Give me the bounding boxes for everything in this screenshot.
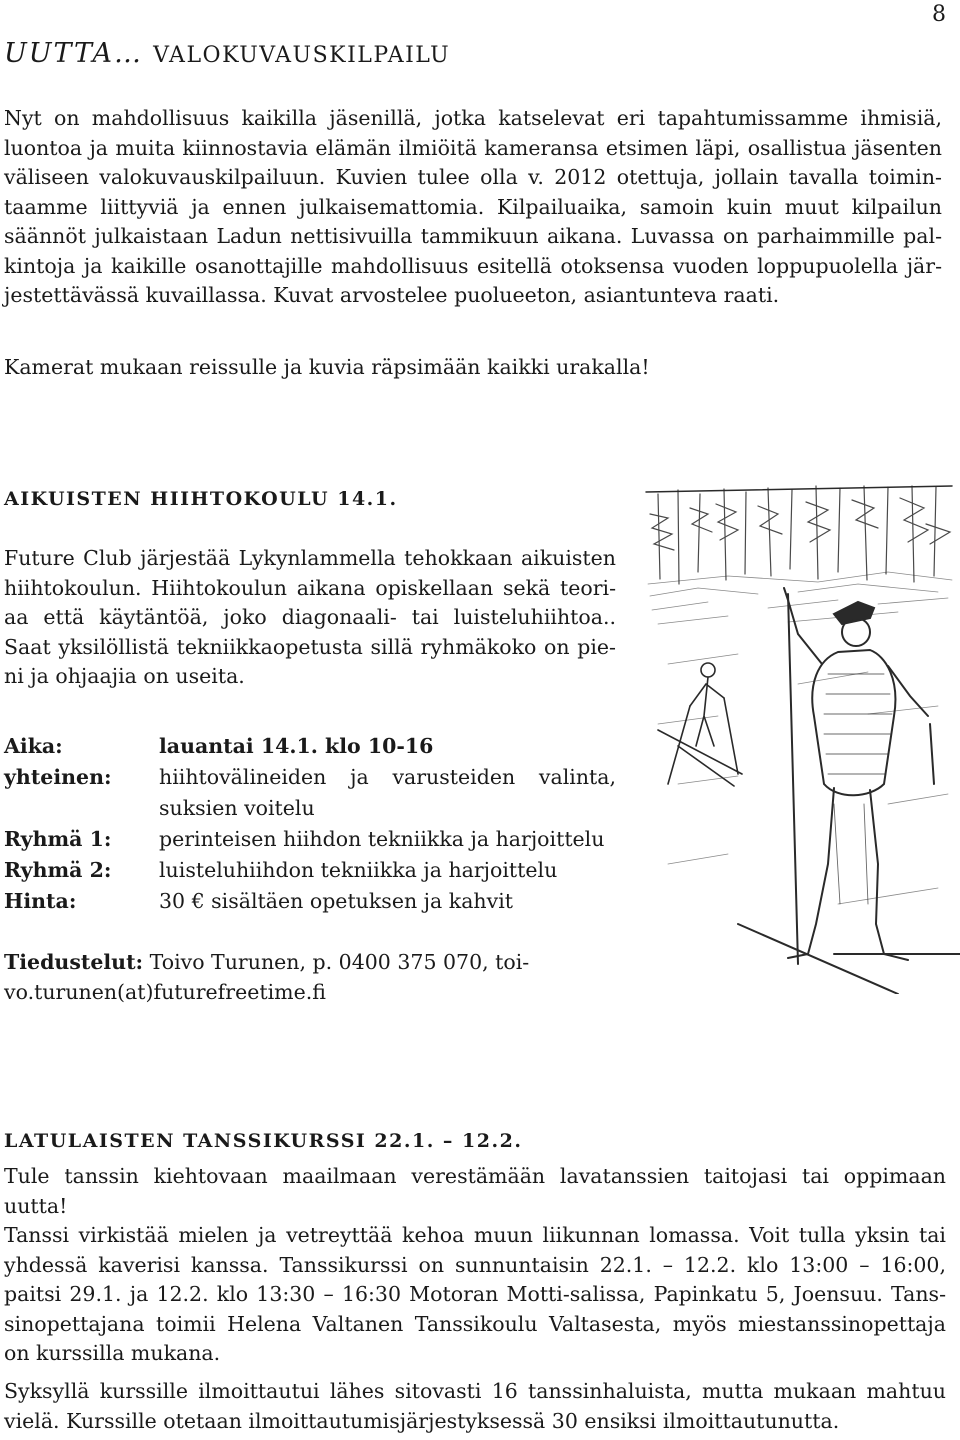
paragraph-line: Nyt on mahdollisuus kaikilla jäsenillä, jotka katselevat eri tapahtumissamme ihmisiä, [4,106,942,130]
paragraph-line: Tule tanssin kiehtovaan maailmaan verestämään lavatanssien taitojasi tai oppimaan uutta! [4,1164,946,1218]
dance-course-registration [4,1377,946,1436]
photo-contest-closing: Kamerat mukaan reissulle ja kuvia räpsimään kaikki urakalla! [4,355,650,379]
skiers-illustration [638,484,960,994]
ski-school-schedule [4,731,616,917]
section-title-photo-contest [4,38,450,69]
schedule-key: Ryhmä 2: [4,858,112,882]
schedule-value: 30 € sisältäen opetuksen ja kahvit [159,889,513,913]
paragraph-line: paitsi 29.1. ja 12.2. klo 13:30 – 16:30 Motoran Motti-salissa, Papinkatu 5, Joensuu. Tans- [4,1282,946,1306]
paragraph-line: sinopettajana toimii Helena Valtanen Tanssikoulu Valtasesta, myös miestanssinopettaja [4,1311,946,1336]
paragraph-line: hiihtokoulun. Hiihtokoulun aikana opiskellaan sekä teori- [4,575,616,600]
schedule-value: luisteluhiihdon tekniikka ja harjoittelu [159,858,558,882]
paragraph-line: luontoa ja muita kiinnostavia elämän ilmiöitä kameransa etsimen läpi, osallistua jäsenten [4,135,942,160]
paragraph-line: yhdessä kaverisi kanssa. Tanssikurssi on sunnuntaisin 22.1. – 12.2. klo 13:00 – 16:00, [4,1252,946,1277]
title-news-prefix: UUTTA… [4,38,144,69]
photo-contest-paragraph [4,104,942,311]
schedule-row [4,731,616,762]
schedule-row [4,855,616,886]
paragraph-line: Syksyllä kurssille ilmoittautui lähes sitovasti 16 tanssinhaluista, mutta mukaan mahtuu [4,1379,946,1403]
schedule-key: Aika: [4,734,63,758]
dance-course-paragraph [4,1162,946,1369]
paragraph-line: säännöt julkaistaan Ladun nettisivuilla tammikuun aikana. Luvassa on parhaimmille pal- [4,224,942,248]
paragraph-line: Future Club järjestää Lykynlammella tehokkaan aikuisten [4,546,616,570]
contact-line: Tiedustelut: Toivo Turunen, p. 0400 375 070, toi- [4,950,530,974]
paragraph-line: taamme liittyviä ja ennen julkaisemattomia. Kilpailuaika, samoin kuin muut kilpailun [4,194,942,219]
section-title-dance-course: LATULAISTEN TANSSIKURSSI 22.1. – 12.2. [4,1130,523,1152]
schedule-row [4,886,616,917]
section-title-ski-school: AIKUISTEN HIIHTOKOULU 14.1. [4,488,398,510]
schedule-value: perinteisen hiihdon tekniikka ja harjoittelu [159,827,605,851]
paragraph-line: ni ja ohjaajia on useita. [4,664,245,688]
paragraph-line: väliseen valokuvauskilpailuun. Kuvien tulee olla v. 2012 otettuja, jollain tavalla toimin- [4,165,942,189]
ski-school-paragraph [4,544,616,692]
ski-school-contact [4,948,564,1007]
paragraph-line: aa että käytäntöä, joko diagonaali- tai luisteluhiihtoa.. [4,605,616,629]
contact-line: vo.turunen(at)futurefreetime.fi [4,979,326,1004]
paragraph-line: vielä. Kurssille otetaan ilmoittautumisjärjestyksessä 30 ensiksi ilmoittautunutta. [4,1408,840,1433]
paragraph-line: jestettävässä kuvaillassa. Kuvat arvostelee puolueeton, asiantunteva raati. [4,283,780,307]
paragraph-line: Saat yksilöllistä tekniikkaopetusta sillä ryhmäkoko on pie- [4,634,616,659]
paragraph-line: kintoja ja kaikille osanottajille mahdollisuus esitellä otoksensa vuoden loppupuolella jär- [4,253,942,278]
schedule-key: Ryhmä 1: [4,827,112,851]
page-number: 8 [932,2,946,27]
paragraph-line: Tanssi virkistää mielen ja vetreyttää kehoa muun liikunnan lomassa. Voit tulla yksin tai [4,1223,946,1247]
schedule-row [4,762,616,824]
schedule-key: Hinta: [4,889,77,913]
schedule-row [4,824,616,855]
schedule-key: yhteinen: [4,765,112,789]
title-contest-name: VALOKUVAUSKILPAILU [153,43,451,68]
schedule-value: lauantai 14.1. klo 10-16 [159,734,434,758]
schedule-value: hiihtovälineiden ja varusteiden valinta, suksien voitelu [159,765,616,820]
paragraph-line: on kurssilla mukana. [4,1341,221,1365]
